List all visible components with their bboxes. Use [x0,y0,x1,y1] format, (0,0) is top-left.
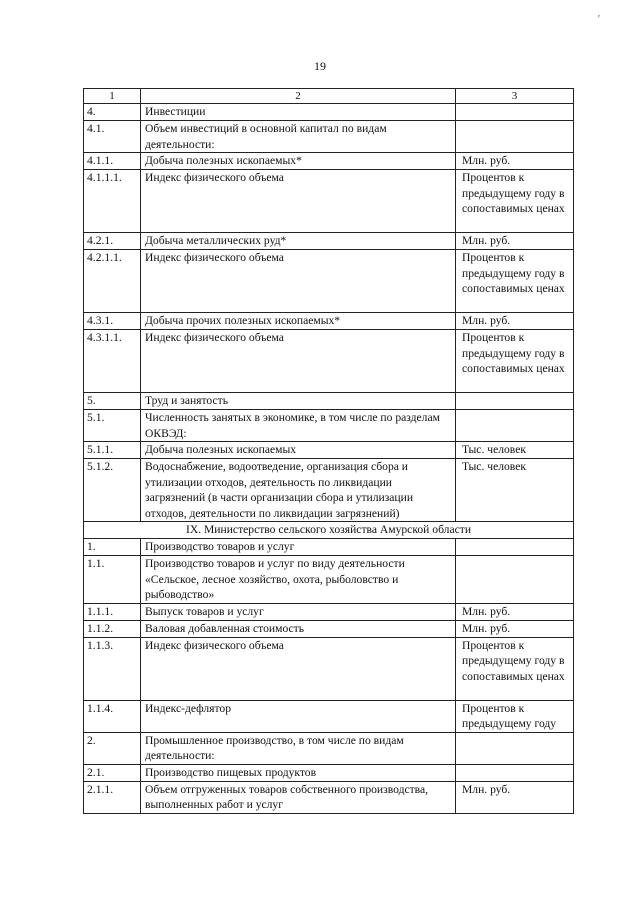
row-unit [456,764,574,781]
row-unit: Млн. руб. [456,603,574,620]
row-number: 1.1.2. [84,620,141,637]
row-number: 2. [84,732,141,764]
row-indicator: Производство товаров и услуг по виду деятельности «Сельское, лесное хозяйство, охота, рыболовство и рыбоводство» [141,556,456,604]
table-row [84,781,574,813]
row-unit: Процентов к предыдущему году в сопоставимых ценах [456,637,574,700]
table-row [84,393,574,410]
table-row [84,603,574,620]
table-row [84,153,574,170]
table-row [84,410,574,442]
row-indicator: Инвестиции [141,104,456,121]
row-number: 2.1. [84,764,141,781]
row-unit: Процентов к предыдущему году в сопоставимых ценах [456,330,574,393]
table-header-row [84,89,574,104]
row-number: 4.1. [84,121,141,153]
row-unit: Млн. руб. [456,153,574,170]
row-indicator: Объем инвестиций в основной капитал по видам деятельности: [141,121,456,153]
row-indicator: Добыча полезных ископаемых* [141,153,456,170]
table-row [84,637,574,700]
corner-mark: ' [598,14,600,25]
row-number: 1.1. [84,556,141,604]
row-number: 5. [84,393,141,410]
row-number: 4. [84,104,141,121]
table-row [84,539,574,556]
table-row [84,313,574,330]
section-heading-row [84,522,574,539]
row-unit: Тыс. человек [456,442,574,459]
header-cell-2: 2 [141,89,456,104]
row-number: 4.2.1. [84,233,141,250]
row-indicator: Индекс физического объема [141,250,456,313]
row-number: 4.3.1. [84,313,141,330]
row-indicator: Производство товаров и услуг [141,539,456,556]
header-cell-3: 3 [456,89,574,104]
row-indicator: Добыча полезных ископаемых [141,442,456,459]
table-row [84,121,574,153]
row-unit: Млн. руб. [456,620,574,637]
row-number: 1. [84,539,141,556]
table-row [84,250,574,313]
header-cell-1: 1 [84,89,141,104]
section-heading: IX. Министерство сельского хозяйства Амурской области [84,522,574,539]
row-unit [456,104,574,121]
row-number: 5.1.2. [84,459,141,522]
row-indicator: Добыча прочих полезных ископаемых* [141,313,456,330]
row-number: 4.2.1.1. [84,250,141,313]
row-indicator: Индекс физического объема [141,170,456,233]
row-unit: Процентов к предыдущему году [456,700,574,732]
row-indicator: Производство пищевых продуктов [141,764,456,781]
page-number: 19 [314,59,326,73]
row-unit [456,121,574,153]
row-unit: Млн. руб. [456,233,574,250]
row-number: 1.1.3. [84,637,141,700]
row-unit [456,410,574,442]
row-number: 5.1. [84,410,141,442]
row-number: 2.1.1. [84,781,141,813]
row-indicator: Численность занятых в экономике, в том числе по разделам ОКВЭД: [141,410,456,442]
row-indicator: Объем отгруженных товаров собственного производства, выполненных работ и услуг [141,781,456,813]
table-row [84,620,574,637]
row-number: 4.1.1.1. [84,170,141,233]
row-unit [456,539,574,556]
row-indicator: Выпуск товаров и услуг [141,603,456,620]
row-indicator: Валовая добавленная стоимость [141,620,456,637]
table-row [84,459,574,522]
row-indicator: Водоснабжение, водоотведение, организация сбора и утилизации отходов, деятельность по ликвидации загрязнений (в части организации сбора и утилизации отходов, деятельности по ликвидации загрязнений) [141,459,456,522]
indicators-table [83,88,574,814]
table-row [84,700,574,732]
row-unit: Млн. руб. [456,313,574,330]
row-indicator: Индекс физического объема [141,330,456,393]
table-row [84,442,574,459]
row-indicator: Добыча металлических руд* [141,233,456,250]
row-number: 4.3.1.1. [84,330,141,393]
row-indicator: Индекс-дефлятор [141,700,456,732]
table-row [84,104,574,121]
row-unit [456,732,574,764]
table-row [84,556,574,604]
row-indicator: Индекс физического объема [141,637,456,700]
row-unit [456,556,574,604]
table-row [84,764,574,781]
table-row [84,233,574,250]
row-unit: Тыс. человек [456,459,574,522]
table-row [84,732,574,764]
row-number: 5.1.1. [84,442,141,459]
row-unit [456,393,574,410]
row-number: 1.1.1. [84,603,141,620]
table-row [84,330,574,393]
row-number: 4.1.1. [84,153,141,170]
table-row [84,170,574,233]
row-unit: Процентов к предыдущему году в сопоставимых ценах [456,170,574,233]
row-unit: Процентов к предыдущему году в сопоставимых ценах [456,250,574,313]
row-unit: Млн. руб. [456,781,574,813]
row-number: 1.1.4. [84,700,141,732]
row-indicator: Труд и занятость [141,393,456,410]
row-indicator: Промышленное производство, в том числе по видам деятельности: [141,732,456,764]
